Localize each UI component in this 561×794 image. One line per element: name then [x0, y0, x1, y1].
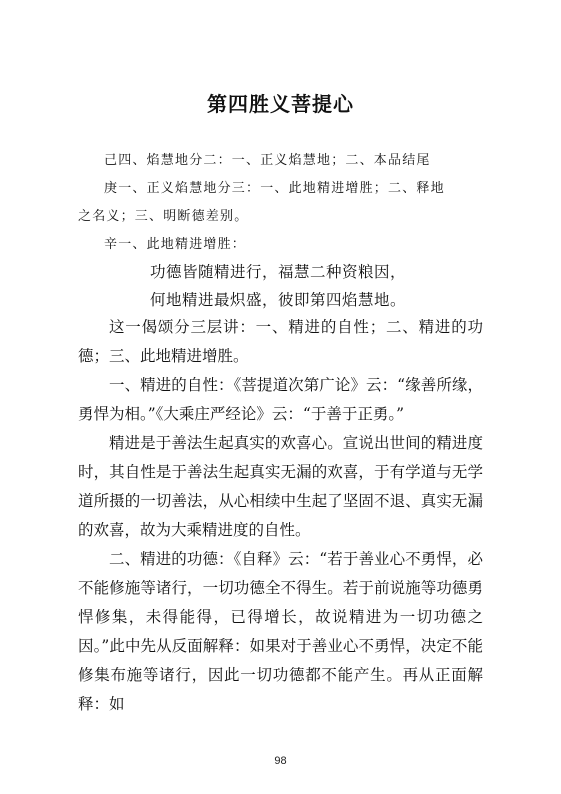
paragraph-1: 这一偈颂分三层讲：一、精进的自性；二、精进的功德；三、此地精进增胜。	[78, 318, 483, 365]
verse-line-2: 何地精进最炽盛，彼即第四焰慧地。	[150, 291, 407, 309]
page-title: 第四胜义菩提心	[207, 92, 354, 116]
paragraph-3: 精进是于善法生起真实的欢喜心。宣说出世间的精进度时，其自性是于善法生起真实无漏的欢喜，于有学道与无学道所摄的一切善法，从心相续中生起了坚固不退、真实无漏的欢喜，故为大乘精进度的自性。	[78, 434, 483, 539]
outline-line-3: 之名义；三、明断德差别。	[78, 209, 249, 224]
paragraph-4: 二、精进的功德：《自释》云：“若于善业心不勇悍，必不能修施等诸行，一切功德全不得生。若于前说施等功德勇悍修集，未得能得，已得增长，故说精进为一切功德之因。”此中先从反面解释：如果对于善业心不勇悍，决定不能修集布施等诸行，因此一切功德都不能产生。再从正面解释：如	[78, 550, 483, 713]
outline-heading-geng1	[78, 175, 488, 231]
verse-block	[150, 258, 406, 314]
paragraph-2: 一、精进的自性：《菩提道次第广论》云：“缘善所缘，勇悍为相。”《大乘庄严经论》云：“于善于正勇。”	[78, 376, 483, 423]
outline-heading-xin1	[78, 231, 488, 259]
outline-line-4: 辛一、此地精进增胜：	[104, 237, 247, 252]
outline-line-2: 庚一、正义焰慧地分三：一、此地精进增胜；二、释地	[104, 181, 445, 196]
body-text	[78, 313, 483, 719]
verse-line-1: 功德皆随精进行，福慧二种资粮因，	[150, 263, 407, 281]
outline-line-1: 己四、焰慧地分二：一、正义焰慧地；二、本品结尾	[104, 153, 431, 168]
outline-heading-ji4	[78, 147, 488, 175]
page-number: 98	[274, 755, 287, 767]
